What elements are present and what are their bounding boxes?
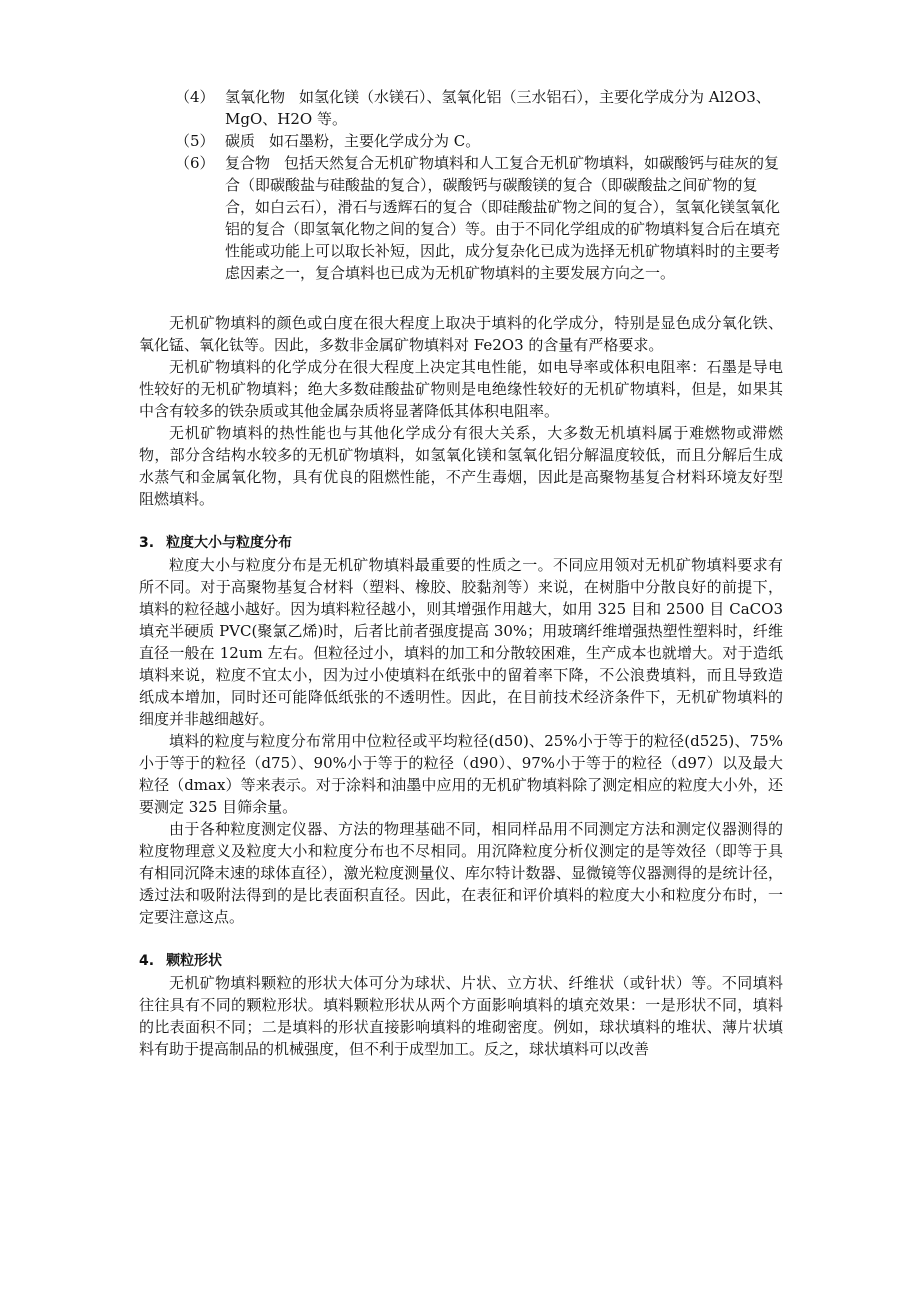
section-title: 颗粒形状 bbox=[166, 953, 223, 969]
list-text: 如石墨粉，主要化学成分为 C。 bbox=[269, 132, 481, 150]
paragraph: 填料的粒度与粒度分布常用中位粒径或平均粒径(d50)、25%小于等于的粒径(d525)、75%小于等于的粒径（d75）、90%小于等于的粒径（d90）、97%小于等于的粒径（d97）以及最大粒径（dmax）等来表示。对于涂料和油墨中应用的无机矿物填料除了测定相应的粒度大小外，还要测定 325 目筛余量。 bbox=[139, 732, 783, 816]
paragraph: 无机矿物填料颗粒的形状大体可分为球状、片状、立方状、纤维状（或针状）等。不同填料往往具有不同的颗粒形状。填料颗粒形状从两个方面影响填料的填充效果：一是形状不同，填料的比表面积不同；二是填料的形状直接影响填料的堆砌密度。例如，球状填料的堆状、薄片状填料有助于提高制品的机械强度，但不利于成型加工。反之，球状填料可以改善 bbox=[139, 974, 783, 1058]
paragraph: 无机矿物填料的化学成分在很大程度上决定其电性能，如电导率或体积电阻率：石墨是导电性较好的无机矿物填料；绝大多数硅酸盐矿物则是电绝缘性较好的无机矿物填料，但是，如果其中含有较多的铁杂质或其他金属杂质将显著降低其体积电阻率。 bbox=[139, 358, 783, 420]
spacer bbox=[139, 928, 783, 950]
list-item bbox=[139, 86, 783, 130]
mineral-type-list bbox=[139, 86, 783, 284]
list-body bbox=[225, 130, 783, 152]
paragraph: 无机矿物填料的热性能也与其他化学成分有很大关系，大多数无机填料属于难燃物或滞燃物，部分含结构水较多的无机矿物填料，如氢氧化镁和氢氧化铝分解温度较低，而且分解后生成水蒸气和金属氧化物，具有优良的阻燃性能，不产生毒烟，因此是高聚物基复合材料环境友好型阻燃填料。 bbox=[139, 424, 783, 508]
list-text: 如氢化镁（水镁石）、氢氧化铝（三水铝石），主要化学成分为 Al2O3、MgO、H2O 等。 bbox=[225, 88, 771, 128]
list-item bbox=[139, 130, 783, 152]
list-number: （6） bbox=[175, 154, 215, 172]
spacer bbox=[139, 510, 783, 532]
list-body bbox=[225, 86, 783, 130]
section-heading bbox=[139, 532, 783, 554]
section-title: 粒度大小与粒度分布 bbox=[166, 535, 293, 551]
list-number: （4） bbox=[175, 88, 215, 106]
document-page bbox=[139, 86, 783, 1060]
section-number: 3. bbox=[139, 535, 155, 551]
section-number: 4. bbox=[139, 953, 155, 969]
paragraph: 粒度大小与粒度分布是无机矿物填料最重要的性质之一。不同应用领对无机矿物填料要求有所不同。对于高聚物基复合材料（塑料、橡胶、胶黏剂等）来说，在树脂中分散良好的前提下，填料的粒径越小越好。因为填料粒径越小，则其增强作用越大，如用 325 目和 2500 目 CaCO3 填充半硬质 PVC(聚氯乙烯)时，后者比前者强度提高 30%；用玻璃纤维增强热塑性塑料时，纤维直径一般在 12um 左右。但粒径过小，填料的加工和分散较困难，生产成本也就增大。对于造纸填料来说，粒度不宜太小，因为过小使填料在纸张中的留着率下降，不公浪费填料，而且导致造纸成本增加，同时还可能降低纸张的不透明性。因此，在目前技术经济条件下，无机矿物填料的细度并非越细越好。 bbox=[139, 556, 783, 728]
list-term: 碳质 bbox=[225, 132, 256, 150]
paragraph: 由于各种粒度测定仪器、方法的物理基础不同，相同样品用不同测定方法和测定仪器测得的粒度物理意义及粒度大小和粒度分布也不尽相同。用沉降粒度分析仪测定的是等效径（即等于具有相同沉降末速的球体直径），激光粒度测量仪、库尔特计数器、显微镜等仪器测得的是统计径，透过法和吸附法得到的是比表面积直径。因此，在表征和评价填料的粒度大小和粒度分布时，一定要注意这点。 bbox=[139, 820, 783, 926]
section-heading bbox=[139, 950, 783, 972]
list-term: 氢氧化物 bbox=[225, 88, 286, 106]
list-term: 复合物 bbox=[225, 154, 271, 172]
list-item bbox=[139, 152, 783, 284]
paragraph: 无机矿物填料的颜色或白度在很大程度上取决于填料的化学成分，特别是显色成分氧化铁、氧化锰、氧化钛等。因此，多数非金属矿物填料对 Fe2O3 的含量有严格要求。 bbox=[139, 314, 783, 354]
list-text: 包括天然复合无机矿物填料和人工复合无机矿物填料，如碳酸钙与硅灰的复合（即碳酸盐与硅酸盐的复合），碳酸钙与碳酸镁的复合（即碳酸盐之间矿物的复合，如白云石），滑石与透辉石的复合（即硅酸盐矿物之间的复合），氢氧化镁氢氧化铝的复合（即氢氧化物之间的复合）等。由于不同化学组成的矿物填料复合后在填充性能或功能上可以取长补短，因此，成分复杂化已成为选择无机矿物填料时的主要考虑因素之一，复合填料也已成为无机矿物填料的主要发展方向之一。 bbox=[225, 154, 781, 282]
list-number: （5） bbox=[175, 132, 215, 150]
list-body bbox=[225, 152, 783, 284]
spacer bbox=[139, 284, 783, 312]
